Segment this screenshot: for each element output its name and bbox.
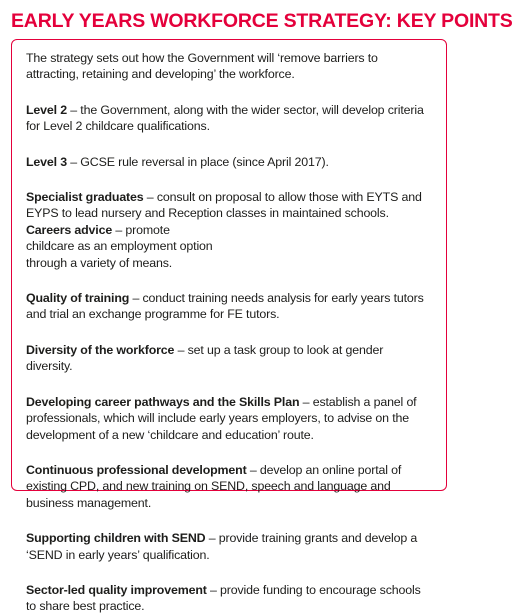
- point-label: Supporting children with SEND: [26, 531, 206, 546]
- point-quality-improvement: [26, 582, 432, 615]
- point-label: Developing career pathways and the Skills Plan: [26, 394, 300, 409]
- point-text: – set up a task group to look at gender diversity.: [26, 342, 384, 374]
- point-label: Level 2: [26, 102, 67, 117]
- point-text: – promote childcare as an employment option through a variety of means.: [26, 222, 213, 270]
- key-points-box: [11, 39, 447, 614]
- point-send: [26, 530, 432, 563]
- point-text: – the Government, along with the wider sector, will develop criteria for Level 2 childcare qualifications.: [26, 102, 424, 134]
- point-careers-advice: [26, 222, 432, 271]
- point-level-2: [26, 102, 432, 135]
- point-label: Level 3: [26, 154, 67, 169]
- point-label: Specialist graduates: [26, 190, 144, 205]
- point-quality-of-training: [26, 290, 432, 323]
- point-label: Quality of training: [26, 291, 130, 306]
- point-label: Continuous professional development: [26, 462, 247, 477]
- point-label: Careers advice: [26, 222, 113, 237]
- point-text: – provide training grants and develop a ‘SEND in early years’ qualification.: [26, 531, 418, 562]
- point-text: – establish a panel of professionals, which will include early years employers, to advise on the development of a new ‘childcare and education’ route.: [26, 394, 417, 442]
- point-text: – conduct training needs analysis for early years tutors and trial an exchange programme for FE tutors.: [26, 291, 424, 322]
- point-label: Sector-led quality improvement: [26, 582, 207, 597]
- point-text: – provide funding to encourage schools to share best practice.: [26, 582, 421, 614]
- point-level-3: [26, 154, 432, 170]
- point-label: Diversity of the workforce: [26, 342, 175, 357]
- point-text: – consult on proposal to allow those with EYTS and EYPS to lead nursery and Reception classes in maintained schools.: [26, 190, 422, 221]
- point-text: – GCSE rule reversal in place (since April 2017).: [66, 154, 329, 169]
- point-career-pathways: [26, 394, 432, 443]
- page-title: EARLY YEARS WORKFORCE STRATEGY: KEY POINTS: [11, 10, 513, 32]
- intro-paragraph: The strategy sets out how the Government will ‘remove barriers to attracting, retaining and developing’ the workforce.: [26, 51, 378, 82]
- careers-advice-text: [26, 222, 216, 271]
- point-specialist-graduates: [26, 189, 432, 222]
- point-diversity: [26, 342, 432, 375]
- point-text: – develop an online portal of existing CPD, and new training on SEND, speech and language and business management.: [26, 462, 402, 510]
- point-cpd: [26, 462, 432, 511]
